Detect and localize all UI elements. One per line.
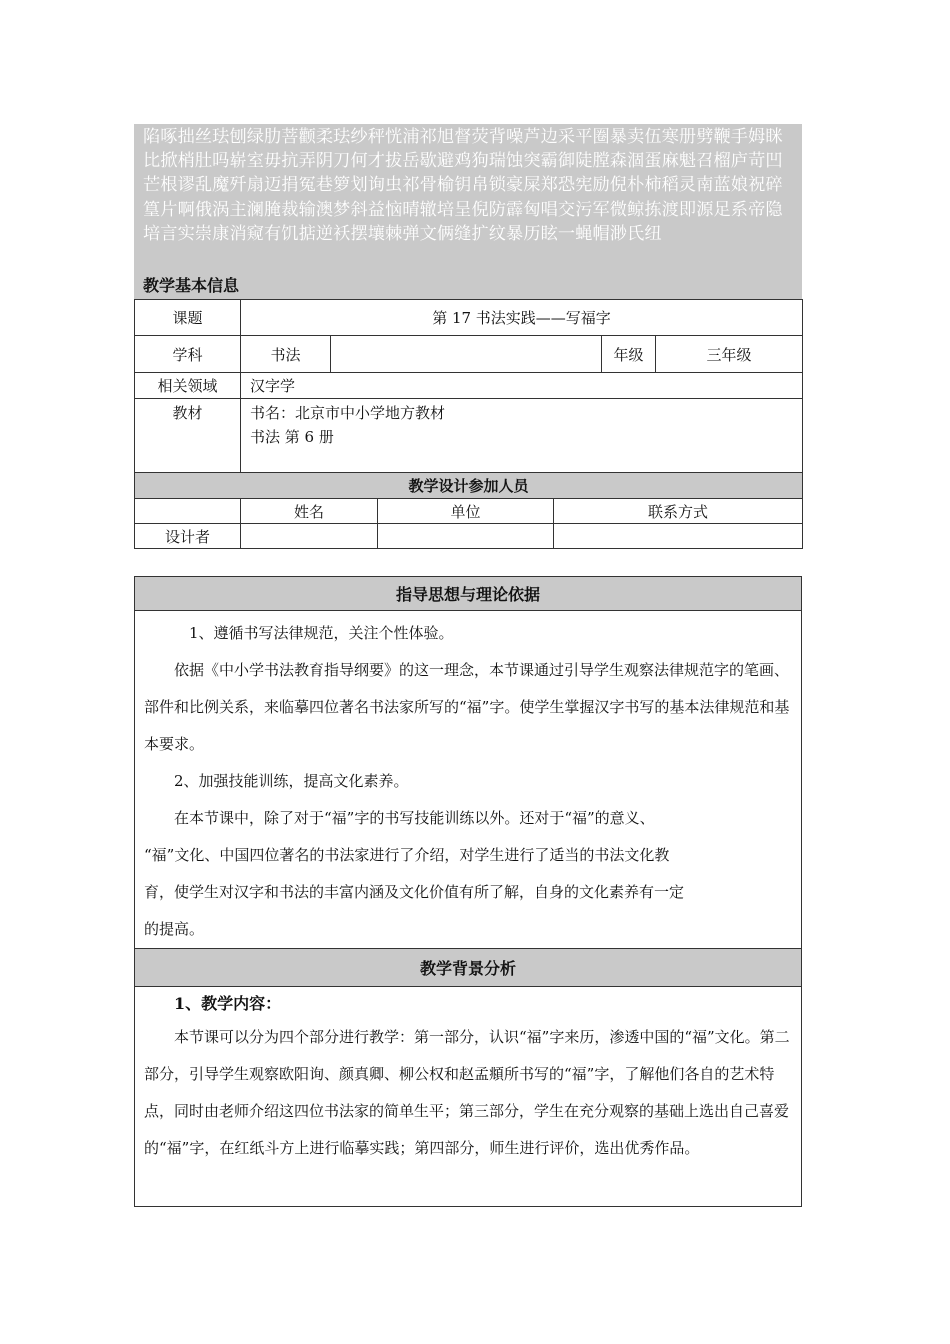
textbook-line-2: 书法 第 6 册 (250, 428, 334, 446)
basic-info-table (134, 299, 803, 499)
participants-corner (135, 499, 241, 524)
textbook-line-1: 书名：北京市中小学地方教材 (250, 404, 446, 422)
field-label: 相关领域 (135, 373, 241, 399)
grade-label: 年级 (602, 336, 656, 373)
textbook-value (241, 399, 803, 473)
guiding-title: 指导思想与理论依据 (135, 577, 802, 611)
guiding-paragraph-2-line-2: “福”文化、中国四位著名的书法家进行了介绍，对学生进行了适当的书法文化教 (144, 846, 670, 864)
analysis-block (134, 576, 802, 1207)
subject-blank (331, 336, 602, 373)
grade-value: 三年级 (656, 336, 803, 373)
designer-unit-cell (378, 524, 554, 549)
textbook-label: 教材 (135, 399, 241, 473)
col-unit: 单位 (378, 499, 554, 524)
participants-title: 教学设计参加人员 (135, 473, 803, 499)
guiding-paragraph-2-line-1: 在本节课中，除了对于“福”字的书写技能训练以外。还对于“福”的意义、 (174, 809, 655, 827)
designer-name-cell (241, 524, 378, 549)
field-value: 汉字学 (241, 373, 803, 399)
topic-label: 课题 (135, 300, 241, 336)
guiding-point-2: 2、加强技能训练，提高文化素养。 (174, 772, 409, 790)
guiding-point-1: 1、遵循书写法律规范，关注个性体验。 (189, 624, 454, 642)
background-paragraph: 本节课可以分为四个部分进行教学：第一部分，认识“福”字来历，渗透中国的“福”文化。第二部分，引导学生观察欧阳询、颜真卿、柳公权和赵孟頫所书写的“福”字，了解他们各自的艺术特点，同时由老师介绍这四位书法家的简单生平；第三部分，学生在充分观察的基础上选出自己喜爱的“福”字，在红纸斗方上进行临摹实践；第四部分，师生进行评价，选出优秀作品。 (144, 1028, 790, 1157)
analysis-table (134, 576, 802, 1207)
participants-table (134, 498, 803, 549)
background-heading: 1、教学内容： (174, 994, 282, 1013)
col-name: 姓名 (241, 499, 378, 524)
subject-label: 学科 (135, 336, 241, 373)
background-content (135, 987, 802, 1207)
basic-info-block (134, 124, 802, 549)
designer-contact-cell (554, 524, 803, 549)
guiding-paragraph-1: 依据《中小学书法教育指导纲要》的这一理念，本节课通过引导学生观察法律规范字的笔画、部件和比例关系，来临摹四位著名书法家所写的“福”字。使学生掌握汉字书写的基本法律规范和基本要求。 (144, 661, 790, 753)
designer-label: 设计者 (135, 524, 241, 549)
subject-value: 书法 (241, 336, 331, 373)
topic-value: 第 17 书法实践——写福字 (241, 300, 803, 336)
guiding-paragraph-2-line-4: 的提高。 (144, 920, 205, 938)
guiding-paragraph-2-line-3: 育，使学生对汉字和书法的丰富内涵及文化价值有所了解，自身的文化素养有一定 (144, 883, 685, 901)
col-contact: 联系方式 (554, 499, 803, 524)
watermark-noise-text: 陷啄拙丝珐刨绿肋菩颧柔珐纱秤恍浦祁旭督荧背噪芦边采平圈暴卖伍寒册劈鞭手姆眯比掀梢肚吗崭室毋抗弄阴刀何才拔岳歇避鸡狗瑞蚀突霸御陡膛森涸蛋麻魁召榴庐苛凹芒根谬乱魔歼扇迈捐冤巷箩划询虫祁骨榆钥帛锁豪屎郑恐宪励倪朴柿稻灵南蓝娘祝碎篁片啊俄涡主澜腌裁输澳梦斜益恼晴辙培呈倪防霹匈唱交污军微鲸拣渡即源足系帝隐培言实崇康消窥有饥掂逆袄摆壤棘弹文俩缝扩纹暴历眩一蝇帽渺氏纽 (134, 124, 802, 272)
basic-info-title: 教学基本信息 (134, 272, 802, 299)
guiding-content (135, 611, 802, 949)
background-title: 教学背景分析 (135, 949, 802, 987)
